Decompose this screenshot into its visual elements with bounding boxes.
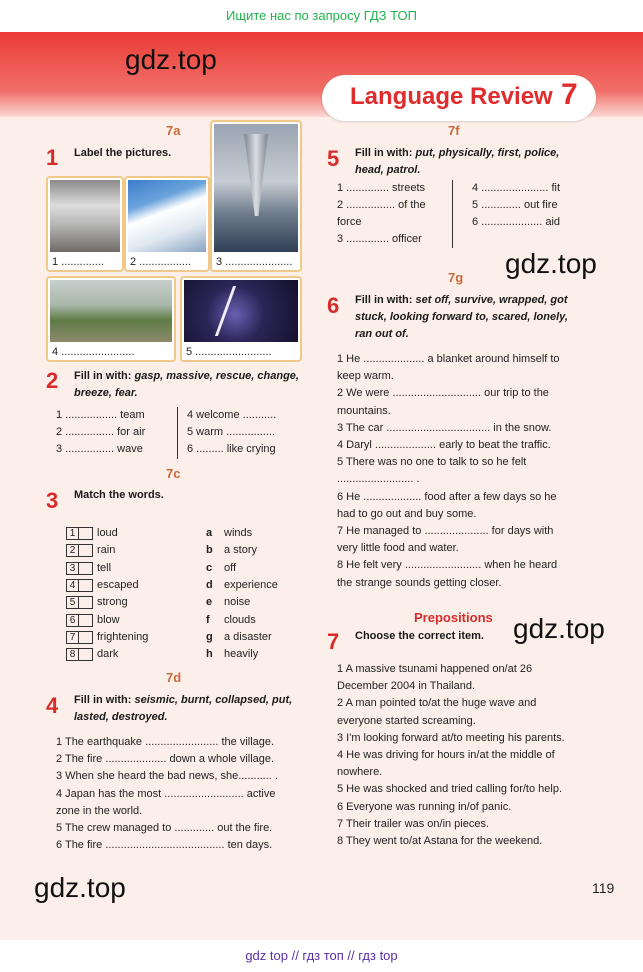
answer-box[interactable] xyxy=(79,527,93,540)
page-title: Language Review xyxy=(350,83,553,110)
match-word: loud xyxy=(97,527,118,539)
list-item: 2 We were ............................. our trip to the xyxy=(337,387,549,400)
list-item: 2 A man pointed to/at the huge wave and xyxy=(337,697,537,710)
item-number-box: 5 xyxy=(66,596,79,609)
instruction-lead: Fill in with: xyxy=(74,370,132,382)
watermark: gdz.top xyxy=(125,44,217,75)
match-word: blow xyxy=(97,613,120,626)
watermark: gdz.top xyxy=(34,872,126,903)
list-item: 7 Their trailer was on/in pieces. xyxy=(337,817,490,830)
match-letter: c xyxy=(206,561,213,574)
section-tag: 7d xyxy=(166,670,182,685)
exercise-number: 2 xyxy=(46,368,59,393)
list-item: 6 Everyone was running in/of panic. xyxy=(337,800,512,813)
match-word: a disaster xyxy=(224,630,272,643)
item-number-box: 4 xyxy=(66,579,79,592)
section-tag: 7a xyxy=(166,123,181,138)
exercise-number: 4 xyxy=(46,693,59,718)
list-item: 3 I'm looking forward at/to meeting his parents. xyxy=(337,731,565,744)
item-number-box: 6 xyxy=(66,614,79,627)
watermark: gdz.top xyxy=(505,248,597,279)
list-item: mountains. xyxy=(337,404,391,417)
section-heading: Prepositions xyxy=(414,610,493,625)
list-item: 6 ......... like crying xyxy=(187,443,276,455)
match-row xyxy=(206,544,257,556)
list-item: December 2004 in Thailand. xyxy=(337,680,475,693)
top-banner[interactable]: Ищите нас по запросу ГДЗ ТОП xyxy=(226,8,417,23)
match-row xyxy=(206,631,272,643)
bottom-banner[interactable]: gdz top // гдз топ // гдз top xyxy=(245,948,398,963)
column-divider xyxy=(452,180,453,248)
exercise-number: 1 xyxy=(46,145,59,170)
match-row xyxy=(206,527,252,539)
match-row xyxy=(66,648,118,661)
list-item: the strange sounds getting closer. xyxy=(337,576,502,589)
match-word: winds xyxy=(224,527,253,539)
match-letter: f xyxy=(206,613,210,626)
match-letter: a xyxy=(206,527,213,539)
list-item: 2 The fire .................... down a whole village. xyxy=(56,753,275,766)
match-row xyxy=(66,562,111,575)
list-item: 3 When she heard the bad news, she........... . xyxy=(56,770,278,783)
item-number-box: 2 xyxy=(66,544,79,557)
unit-number: 7 xyxy=(561,78,578,111)
list-item: 8 They went to/at Astana for the weekend. xyxy=(337,835,543,847)
list-item: 6 .................... aid xyxy=(472,216,561,228)
match-row xyxy=(66,544,115,557)
item-number-box: 3 xyxy=(66,562,79,575)
section-tag: 7c xyxy=(166,466,181,481)
list-item: everyone started screaming. xyxy=(337,714,476,727)
list-item: force xyxy=(337,216,362,228)
list-item: 6 He ................... food after a few days so he xyxy=(337,490,557,503)
list-item: 4 ...................... fit xyxy=(472,182,561,194)
match-row xyxy=(206,614,256,626)
list-item: 1 ................. team xyxy=(56,409,145,421)
list-item: 5 There was no one to talk to so he felt xyxy=(337,456,527,469)
exercise-number: 5 xyxy=(327,146,340,171)
list-item: 3 ................ wave xyxy=(56,443,143,455)
instruction-lead: Fill in with: xyxy=(355,294,413,306)
match-word: escaped xyxy=(97,578,139,591)
section-tag: 7f xyxy=(448,123,460,138)
exercise-instruction xyxy=(355,145,585,179)
list-item: keep warm. xyxy=(337,370,394,383)
list-item: 2 ................ of the xyxy=(337,199,426,211)
exercise-instruction: Label the pictures. xyxy=(74,147,172,159)
picture-caption: 1 .............. xyxy=(52,256,104,268)
picture-hurricane-palms xyxy=(46,276,176,362)
exercise-number: 7 xyxy=(327,629,340,654)
list-item: ......................... . xyxy=(337,473,420,486)
answer-box[interactable] xyxy=(79,562,93,575)
column-divider xyxy=(177,407,178,459)
match-word: strong xyxy=(97,596,128,609)
match-word: experience xyxy=(224,578,278,591)
word-bank: seismic, burnt, collapsed, put, lasted, destroyed. xyxy=(74,694,293,723)
exercise-instruction: Match the words. xyxy=(74,489,164,501)
match-word: tell xyxy=(97,561,112,574)
match-row xyxy=(66,579,139,592)
match-row xyxy=(206,596,250,608)
match-row xyxy=(206,648,258,660)
exercise-number: 6 xyxy=(327,293,340,318)
word-bank: gasp, massive, rescue, change, breeze, fear. xyxy=(74,370,299,399)
picture-caption: 5 ......................... xyxy=(186,346,272,358)
exercise-instruction xyxy=(355,292,583,343)
list-item: 4 Daryl .................... early to beat the traffic. xyxy=(337,439,551,451)
match-row xyxy=(206,579,278,591)
picture-lightning xyxy=(180,276,302,362)
match-word: noise xyxy=(224,596,251,609)
list-item: 3 .............. officer xyxy=(337,233,422,245)
list-item: 8 He felt very ......................... when he heard xyxy=(337,559,558,572)
list-item: 4 He was driving for hours in/at the middle of xyxy=(337,749,555,761)
answer-box[interactable] xyxy=(79,544,93,557)
match-row xyxy=(66,631,148,644)
exercise-instruction: Choose the correct item. xyxy=(355,630,484,642)
exercise-instruction xyxy=(74,692,306,726)
watermark: gdz.top xyxy=(513,613,605,644)
answer-box[interactable] xyxy=(79,648,93,661)
list-item: 3 The car .................................. in the snow. xyxy=(337,421,552,434)
match-letter: d xyxy=(206,578,213,591)
picture-caption: 2 ................. xyxy=(130,256,192,268)
instruction-lead: Fill in with: xyxy=(74,694,132,706)
picture-volcano xyxy=(46,176,124,272)
picture-caption: 3 ...................... xyxy=(216,256,293,268)
item-number-box: 8 xyxy=(66,648,79,661)
list-item: 5 He was shocked and tried calling for/to help. xyxy=(337,783,563,796)
exercise-number: 3 xyxy=(46,488,59,513)
match-word: heavily xyxy=(224,648,259,661)
list-item: had to go out and buy some. xyxy=(337,507,477,520)
list-item: 1 The earthquake ........................ the village. xyxy=(56,736,275,748)
answer-box[interactable] xyxy=(79,614,93,627)
picture-caption: 4 ........................ xyxy=(52,346,135,358)
answer-box[interactable] xyxy=(79,631,93,644)
list-item: 4 welcome ........... xyxy=(187,409,277,421)
list-item: 5 ............. out fire xyxy=(472,199,558,211)
match-letter: b xyxy=(206,544,213,557)
item-number-box: 1 xyxy=(66,527,79,540)
list-item: 1 He .................... a blanket around himself to xyxy=(337,353,560,365)
list-item: 6 The fire ....................................... ten days. xyxy=(56,839,273,852)
match-row xyxy=(206,562,236,574)
list-item: 1 .............. streets xyxy=(337,182,426,194)
answer-box[interactable] xyxy=(79,596,93,609)
answer-box[interactable] xyxy=(79,579,93,592)
list-item: 5 warm ................ xyxy=(187,426,276,438)
match-word: a story xyxy=(224,544,258,557)
item-number-box: 7 xyxy=(66,631,79,644)
match-row xyxy=(66,614,120,627)
match-letter: e xyxy=(206,596,213,609)
list-item: nowhere. xyxy=(337,766,383,779)
page-number: 119 xyxy=(592,880,615,896)
list-item: 4 Japan has the most .......................... active xyxy=(56,787,276,800)
list-item: very little food and water. xyxy=(337,542,459,555)
picture-tornado xyxy=(210,120,302,272)
match-word: off xyxy=(224,561,237,574)
exercise-instruction xyxy=(74,368,306,402)
list-item: 1 A massive tsunami happened on/at 26 xyxy=(337,663,533,675)
list-item: zone in the world. xyxy=(56,804,143,817)
match-letter: g xyxy=(206,630,213,643)
match-word: rain xyxy=(97,544,116,557)
match-row xyxy=(66,596,128,609)
match-word: frightening xyxy=(97,630,149,643)
match-word: clouds xyxy=(224,613,256,626)
match-letter: h xyxy=(206,648,213,661)
section-tag: 7g xyxy=(448,270,464,285)
word-bank: put, physically, first, police, head, patrol. xyxy=(355,147,560,176)
textbook-page xyxy=(0,32,643,940)
match-word: dark xyxy=(97,648,119,661)
list-item: 2 ................ for air xyxy=(56,426,146,438)
list-item: 7 He managed to ..................... for days with xyxy=(337,525,554,537)
instruction-lead: Fill in with: xyxy=(355,147,413,159)
word-bank: set off, survive, wrapped, got stuck, looking forward to, scared, lonely, ran out of. xyxy=(355,294,568,340)
match-row xyxy=(66,527,118,540)
picture-avalanche xyxy=(124,176,210,272)
list-item: 5 The crew managed to ............. out the fire. xyxy=(56,822,273,834)
